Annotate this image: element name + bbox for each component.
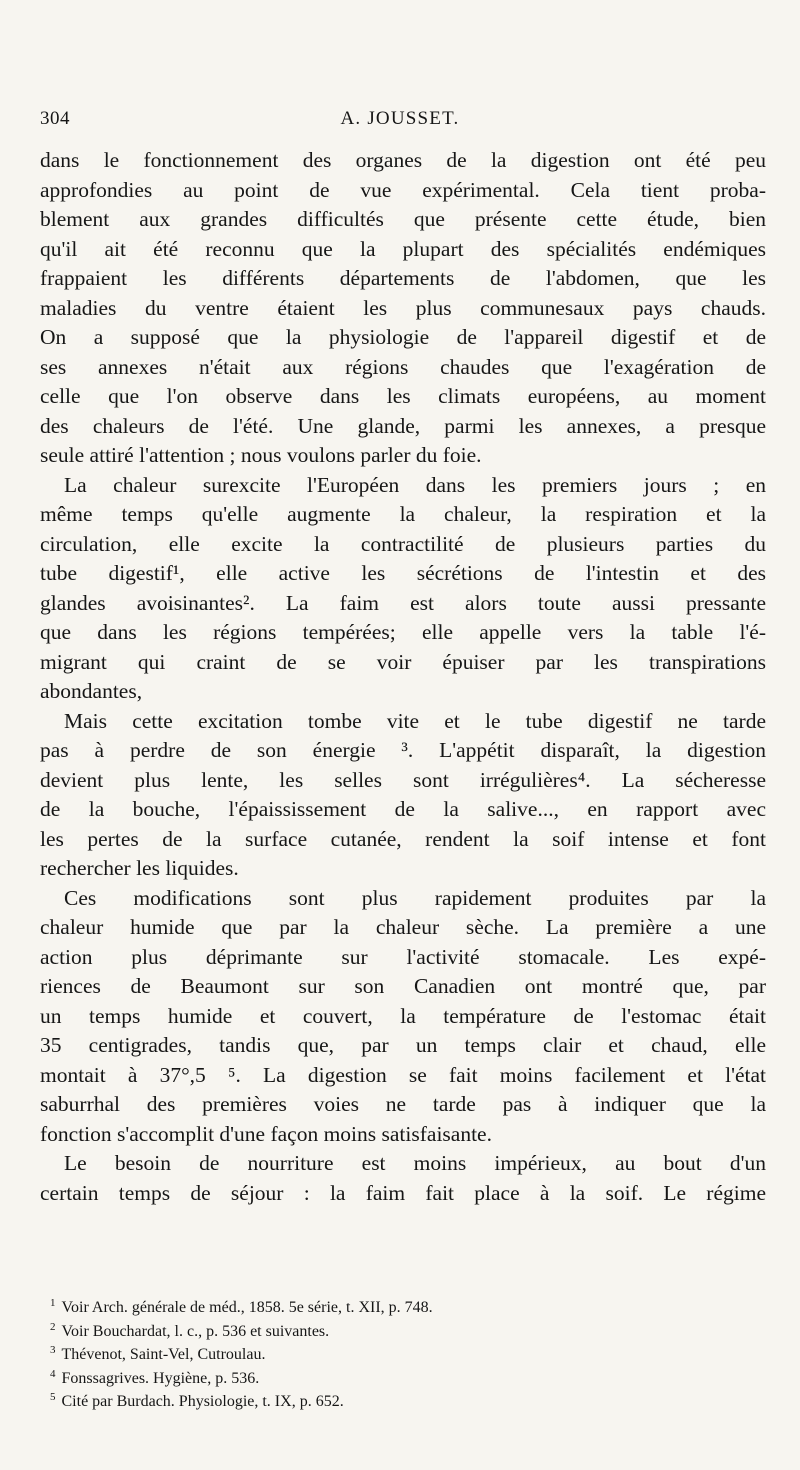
text-line: La chaleur surexcite l'Européen dans les premiers jours ; en [64, 472, 766, 497]
footnote [40, 1367, 766, 1391]
text-line: ses annexes n'était aux régions chaudes que l'exagération de [40, 354, 766, 379]
text-line: pas à perdre de son énergie ³. L'appétit disparaît, la digestion [40, 738, 766, 762]
footnote-mark: 4 [50, 1367, 56, 1380]
text-line: glandes avoisinantes². La faim est alors toute aussi pressante [40, 590, 766, 615]
text-line: Ces modifications sont plus rapidement produites par la [64, 885, 766, 910]
text-line: abondantes, [40, 679, 143, 703]
text-line: fonction s'accomplit d'une façon moins satisfaisante. [40, 1121, 492, 1146]
footnotes [40, 1296, 766, 1414]
footnote [40, 1320, 766, 1344]
text-line: un temps humide et couvert, la température de l'estomac était [40, 1003, 766, 1028]
text-line: 35 centigrades, tandis que, par un temps clair et chaud, elle [40, 1033, 766, 1057]
text-line: riences de Beaumont sur son Canadien ont montré que, par [40, 974, 766, 998]
text-line: approfondies au point de vue expérimental. Cela tient proba- [40, 177, 766, 202]
text-line: migrant qui craint de se voir épuiser par les transpirations [40, 649, 766, 674]
text-line: seule attiré l'attention ; nous voulons parler du foie. [40, 443, 482, 467]
text-line: même temps qu'elle augmente la chaleur, la respiration et la [40, 502, 766, 526]
text-line: frappaient les différents départements de l'abdomen, que les [40, 266, 766, 290]
text-line: certain temps de séjour : la faim fait place à la soif. Le régime [40, 1180, 766, 1205]
footnote-mark: 3 [50, 1344, 56, 1356]
footnote-mark: 5 [50, 1391, 56, 1403]
text-line: Le besoin de nourriture est moins impérieux, au bout d'un [64, 1151, 766, 1175]
text-line: les pertes de la surface cutanée, rendent la soif intense et font [40, 826, 766, 851]
footnote-text: Cité par Burdach. Physiologie, t. IX, p. 652. [61, 1393, 344, 1410]
running-title: A. JOUSSET. [340, 108, 460, 129]
text-line: blement aux grandes difficultés que présente cette étude, bien [40, 207, 766, 231]
text-line: circulation, elle excite la contractilité de plusieurs parties du [40, 531, 766, 556]
footnote-mark: 2 [50, 1320, 56, 1333]
text-line: tube digestif¹, elle active les sécrétions de l'intestin et des [40, 561, 766, 585]
footnote [40, 1343, 766, 1367]
text-line: chaleur humide que par la chaleur sèche. La première a une [40, 915, 766, 939]
text-line: saburrhal des premières voies ne tarde pas à indiquer que la [40, 1092, 766, 1116]
text-line: de la bouche, l'épaississement de la salive..., en rapport avec [40, 797, 766, 821]
text-line: rechercher les liquides. [40, 856, 239, 880]
text-line: celle que l'on observe dans les climats européens, au moment [40, 384, 766, 408]
body-text [40, 146, 766, 1208]
text-line: action plus déprimante sur l'activité stomacale. Les expé- [40, 944, 766, 969]
text-line: On a supposé que la physiologie de l'appareil digestif et de [40, 325, 766, 349]
text-line: des chaleurs de l'été. Une glande, parmi les annexes, a presque [40, 413, 766, 438]
text-line: montait à 37°,5 ⁵. La digestion se fait moins facilement et l'état [40, 1062, 766, 1087]
footnote-mark: 1 [50, 1297, 56, 1309]
footnote-text: Fonssagrives. Hygiène, p. 536. [61, 1369, 260, 1387]
text-line: qu'il ait été reconnu que la plupart des spécialités endémiques [40, 236, 766, 261]
footnote [40, 1390, 766, 1414]
text-line: maladies du ventre étaient les plus communesaux pays chauds. [40, 295, 766, 320]
text-line: devient plus lente, les selles sont irrégulières⁴. La sécheresse [40, 767, 766, 792]
text-line: que dans les régions tempérées; elle appelle vers la table l'é- [40, 620, 766, 644]
footnote [40, 1296, 766, 1320]
page-header [40, 108, 760, 138]
footnote-text: Thévenot, Saint-Vel, Cutroulau. [61, 1346, 266, 1363]
text-line: dans le fonctionnement des organes de la digestion ont été peu [40, 148, 766, 172]
page-number: 304 [40, 108, 70, 129]
text-line: Mais cette excitation tombe vite et le tube digestif ne tarde [64, 708, 766, 733]
footnote-text: Voir Arch. générale de méd., 1858. 5e série, t. XII, p. 748. [61, 1299, 433, 1316]
footnote-text: Voir Bouchardat, l. c., p. 536 et suivantes. [61, 1322, 330, 1340]
